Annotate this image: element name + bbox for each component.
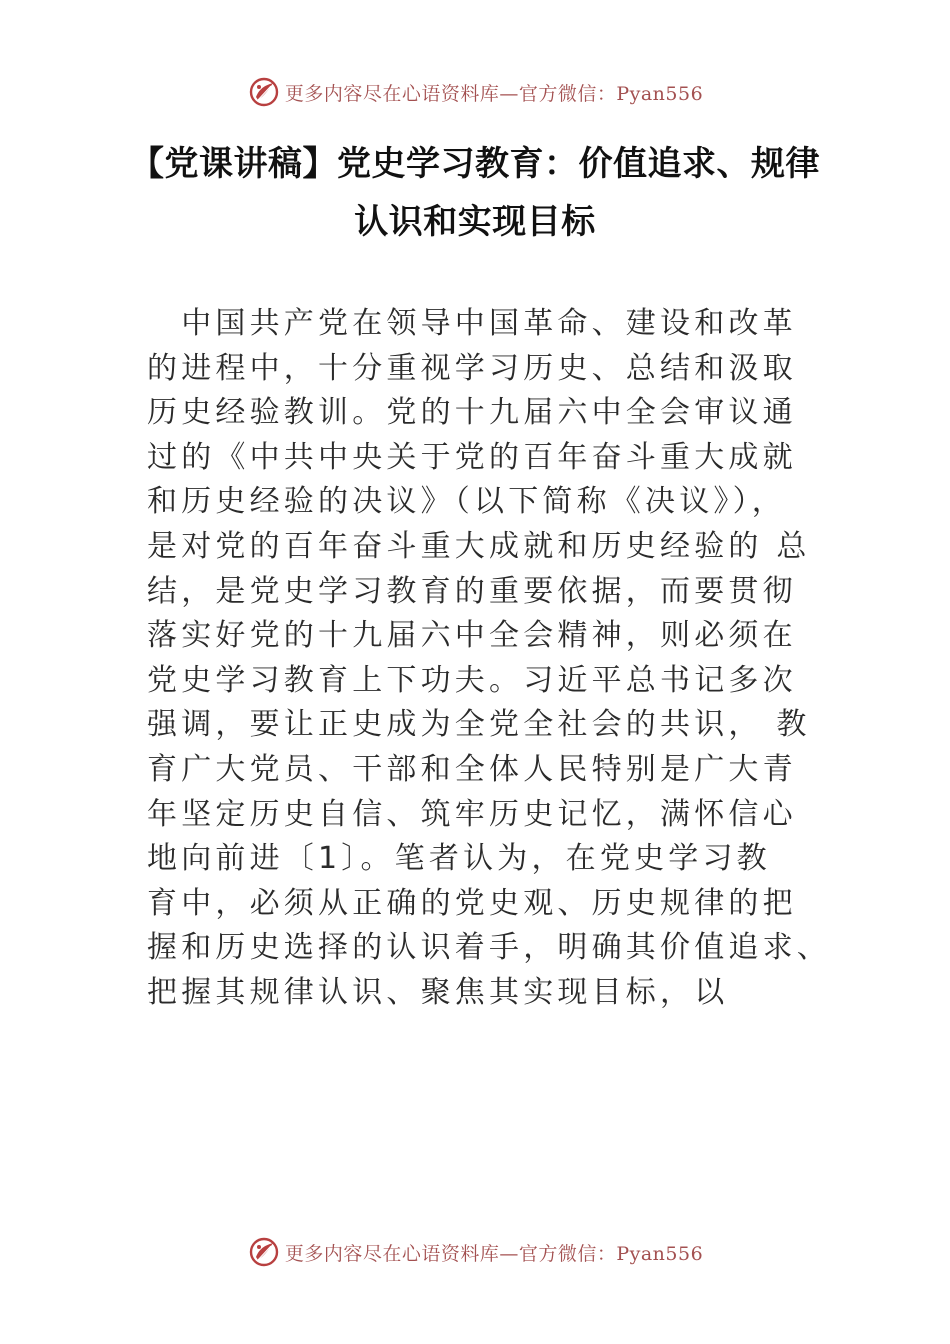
- body-line-text: 中国共产党在领导中国革命、建设和改革: [181, 306, 797, 341]
- body-line: 党史学习教育上下功夫。习近平总书记多次: [147, 662, 797, 698]
- body-line: 结，是党史学习教育的重要依据，而要贯彻: [147, 573, 797, 609]
- body-line: [147, 302, 827, 347]
- body-line: 的进程中，十分重视学习历史、总结和汲取: [147, 350, 797, 386]
- body-line: 地向前进〔1〕。笔者认为，在党史学习教: [147, 841, 771, 877]
- document-body: [147, 302, 831, 1016]
- body-line: 育广大党员、干部和全体人民特别是广大青: [147, 751, 797, 787]
- logo-icon: [247, 1235, 281, 1269]
- body-line: 落实好党的十九届六中全会精神，则必须在: [147, 618, 797, 654]
- title-line: 认识和实现目标: [354, 202, 596, 242]
- body-line: 和历史经验的决议》（以下简称《决议》），: [147, 484, 786, 520]
- header-banner: [0, 70, 950, 114]
- body-line: 育中，必须从正确的党史观、历史规律的把: [147, 885, 797, 921]
- body-line: 把握其规律认识、聚焦其实现目标，以: [147, 974, 729, 1010]
- body-line: 年坚定历史自信、筑牢历史记忆，满怀信心: [147, 796, 797, 832]
- header-banner-text: 更多内容尽在心语资料库—官方微信：Pyan556: [284, 82, 704, 105]
- document-title: [110, 135, 840, 251]
- title-line: 【党课讲稿】党史学习教育：价值追求、规律: [130, 144, 820, 184]
- body-line: 历史经验教训。党的十九届六中全会审议通: [147, 395, 797, 431]
- footer-banner-text: 更多内容尽在心语资料库—官方微信：Pyan556: [284, 1242, 704, 1265]
- body-line: 过的《中共中央关于党的百年奋斗重大成就: [147, 439, 797, 475]
- body-line: 握和历史选择的认识着手，明确其价值追求、: [147, 930, 831, 966]
- footer-banner: [0, 1230, 950, 1274]
- body-line: 强调，要让正史成为全党全社会的共识， 教: [147, 707, 811, 743]
- logo-icon: [247, 75, 281, 109]
- body-line: 是对党的百年奋斗重大成就和历史经验的 总: [147, 528, 811, 564]
